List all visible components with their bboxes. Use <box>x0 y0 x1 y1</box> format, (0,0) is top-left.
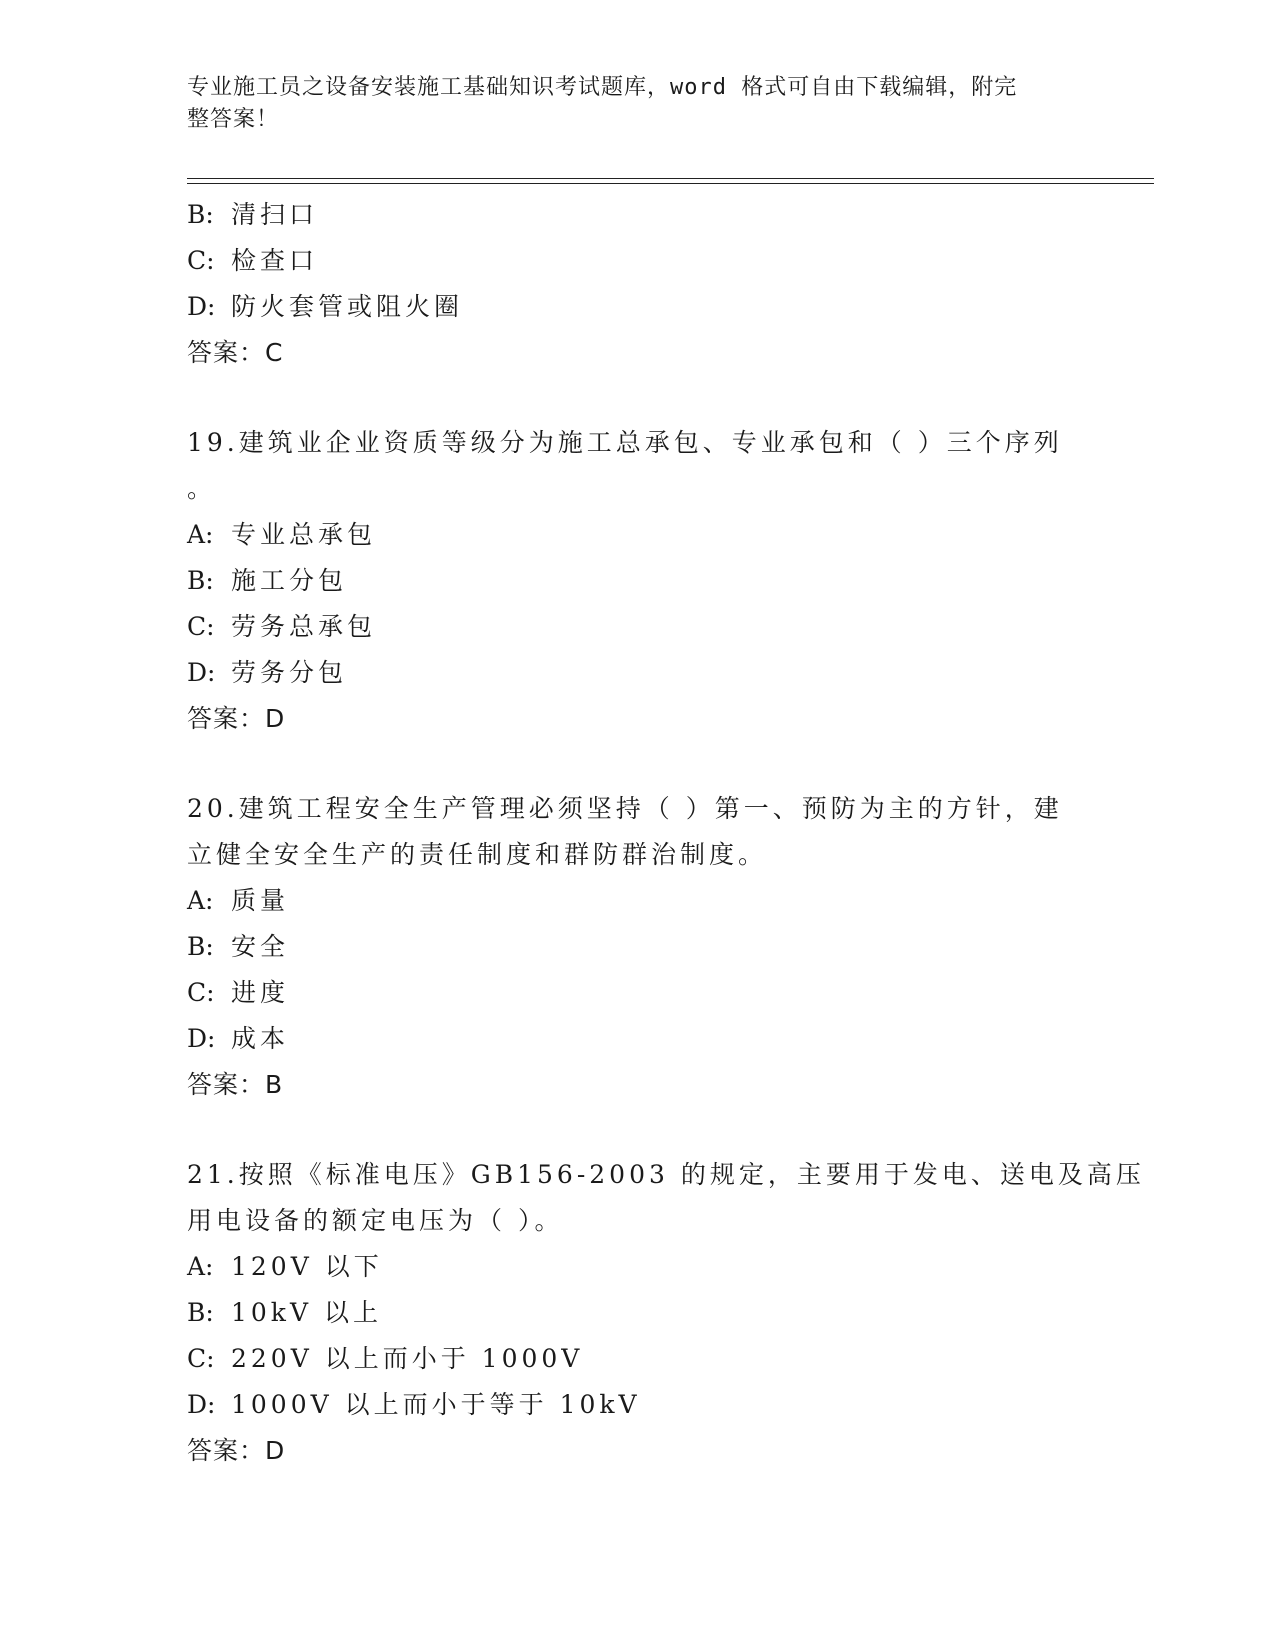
question-block-20 <box>187 786 1087 1108</box>
option-text: 防火套管或阻火圈 <box>231 292 464 321</box>
answer-line: 答案：C <box>187 338 284 367</box>
answer-line: 答案：D <box>187 1436 286 1465</box>
option-text: 成本 <box>231 1024 290 1053</box>
question-stem-continued: 。 <box>187 474 217 503</box>
option-letter: B: <box>187 566 214 595</box>
option-letter: C: <box>187 612 215 641</box>
option-text: 1000V 以上而小于等于 10kV <box>231 1390 641 1419</box>
answer-line: 答案：B <box>187 1070 284 1099</box>
option-text: 进度 <box>231 978 290 1007</box>
option-text: 施工分包 <box>231 566 348 595</box>
option-a <box>187 878 1087 924</box>
option-letter: D: <box>187 658 216 687</box>
option-letter: A: <box>187 520 214 549</box>
option-text: 检查口 <box>231 246 319 275</box>
option-letter: B: <box>187 1298 214 1327</box>
option-c <box>187 604 1087 650</box>
option-letter: C: <box>187 246 215 275</box>
header-divider-top <box>187 178 1154 179</box>
option-a <box>187 512 1087 558</box>
option-d <box>187 1016 1087 1062</box>
question-block-continued <box>187 192 1087 376</box>
document-header <box>187 72 1067 136</box>
option-b <box>187 1290 1087 1336</box>
header-title-line2: 整答案！ <box>187 107 280 132</box>
option-text: 清扫口 <box>231 200 319 229</box>
option-d <box>187 284 1087 330</box>
question-content <box>187 192 1145 1474</box>
option-letter: A: <box>187 1252 214 1281</box>
option-letter: C: <box>187 1344 215 1373</box>
question-stem: 21.按照《标准电压》GB156-2003 的规定，主要用于发电、送电及高压 <box>187 1160 1145 1189</box>
option-d <box>187 650 1087 696</box>
question-stem-continued: 用电设备的额定电压为（ ）。 <box>187 1206 564 1235</box>
header-title-line1: 专业施工员之设备安装施工基础知识考试题库，word 格式可自由下载编辑，附完 <box>187 75 1018 100</box>
option-letter: C: <box>187 978 215 1007</box>
option-c <box>187 970 1087 1016</box>
header-divider-bottom <box>187 183 1154 184</box>
option-letter: B: <box>187 932 214 961</box>
option-b <box>187 192 1087 238</box>
option-b <box>187 558 1087 604</box>
option-letter: D: <box>187 1390 216 1419</box>
question-block-19 <box>187 420 1087 742</box>
option-a <box>187 1244 1087 1290</box>
option-text: 劳务分包 <box>231 658 348 687</box>
option-c <box>187 1336 1087 1382</box>
option-text: 安全 <box>231 932 290 961</box>
answer-line: 答案：D <box>187 704 286 733</box>
option-letter: D: <box>187 292 216 321</box>
option-d <box>187 1382 1087 1428</box>
question-block-21 <box>187 1152 1145 1474</box>
option-b <box>187 924 1087 970</box>
option-c <box>187 238 1087 284</box>
option-letter: A: <box>187 886 214 915</box>
option-text: 劳务总承包 <box>231 612 377 641</box>
option-text: 120V 以下 <box>231 1252 383 1281</box>
question-stem: 19.建筑业企业资质等级分为施工总承包、专业承包和（ ）三个序列 <box>187 428 1063 457</box>
option-text: 质量 <box>231 886 290 915</box>
question-stem: 20.建筑工程安全生产管理必须坚持（ ）第一、预防为主的方针，建 <box>187 794 1063 823</box>
option-text: 10kV 以上 <box>231 1298 382 1327</box>
option-letter: B: <box>187 200 214 229</box>
option-text: 专业总承包 <box>231 520 377 549</box>
question-stem-continued: 立健全安全生产的责任制度和群防群治制度。 <box>187 840 768 869</box>
option-letter: D: <box>187 1024 216 1053</box>
option-text: 220V 以上而小于 1000V <box>231 1344 584 1373</box>
